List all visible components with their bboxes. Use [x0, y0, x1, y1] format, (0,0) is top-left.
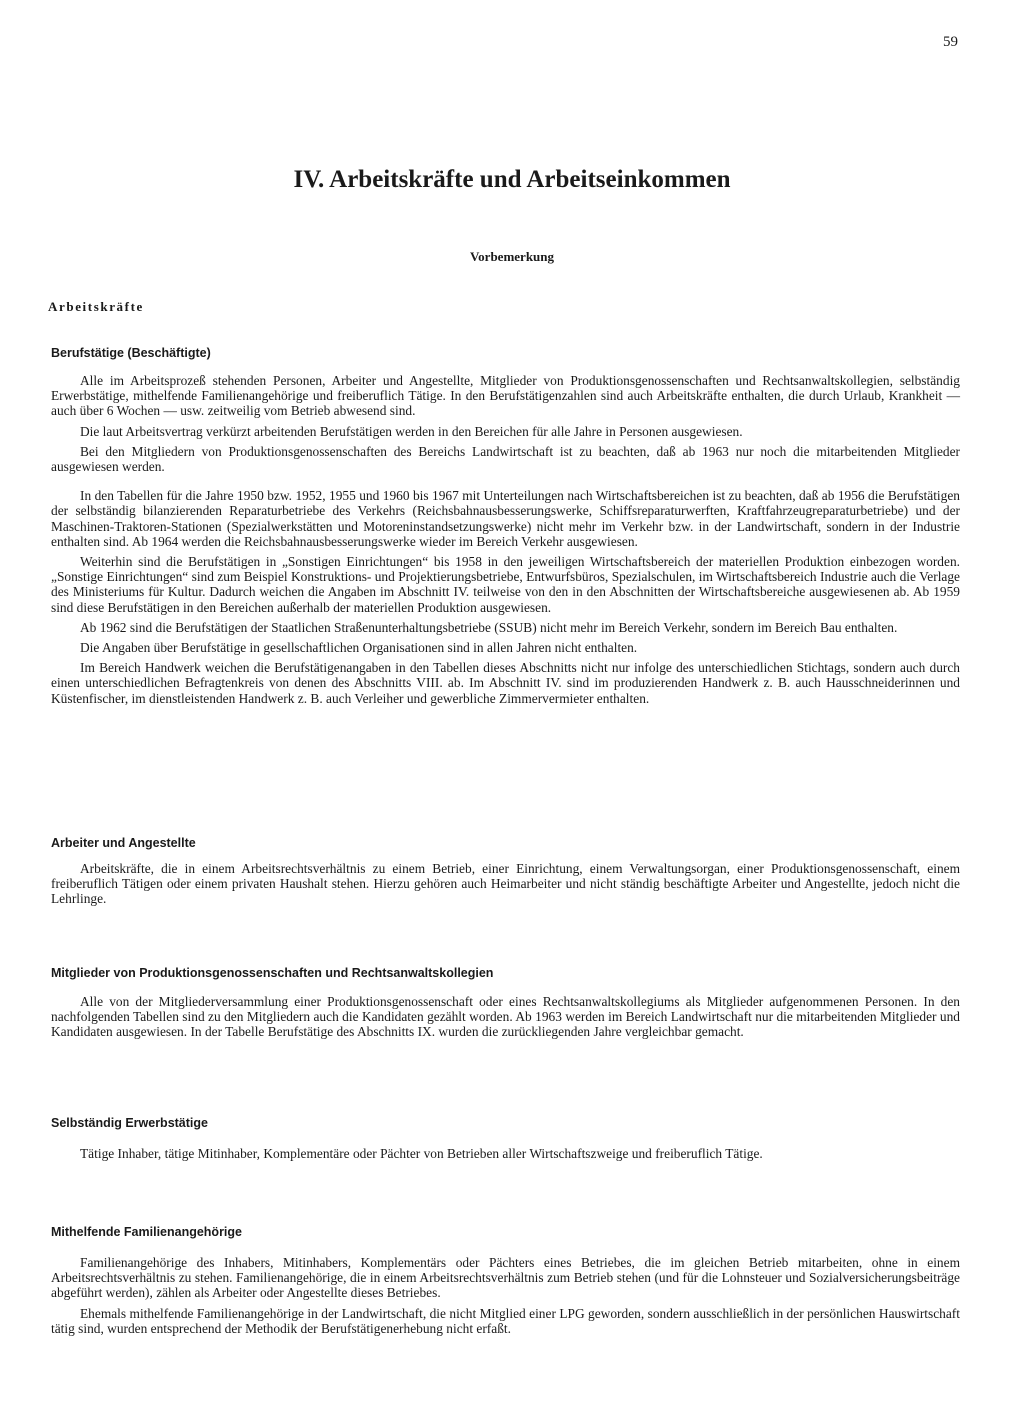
paragraph: Im Bereich Handwerk weichen die Berufstätigenangaben in den Tabellen dieses Abschnitts nicht nur infolge des unterschiedlichen Stichtags, sondern auch durch einen unterschiedlichen Befragtenkreis von denen des Abschnitts VIII. ab. Im Abschnitt IV. sind im produzierenden Handwerk z. B. auch Hausschneiderinnen und Küstenfischer, im dienstleistenden Handwerk z. B. auch Verleiher und gewerbliche Zimmervermieter enthalten. — [51, 660, 960, 706]
chapter-title: IV. Arbeitskräfte und Arbeitseinkommen — [293, 166, 731, 193]
paragraph: Alle von der Mitgliederversammlung einer Produktionsgenossenschaft oder eines Rechtsanwaltskollegiums als Mitglieder aufgenommenen Personen. In den nachfolgenden Tabellen sind zu den Mitgliedern auch die Kandidaten gezählt worden. Ab 1963 werden im Bereich Landwirtschaft nur die mitarbeitenden Mitglieder und Kandidaten ausgewiesen. In der Tabelle Berufstätige des Abschnitts IX. wurden die zurückliegenden Jahre vergleichbar gemacht. — [51, 994, 960, 1040]
subsection-heading-mitglieder: Mitglieder von Produktionsgenossenschaften und Rechtsanwaltskollegien — [51, 966, 494, 980]
subsection-heading-arbeiter-angestellte: Arbeiter und Angestellte — [51, 836, 196, 850]
subsection-body-berufstaetige — [51, 373, 960, 711]
preliminary-note-heading: Vorbemerkung — [469, 249, 555, 264]
section-heading: Arbeitskräfte — [48, 299, 144, 314]
subsection-heading-familienangehoerige: Mithelfende Familienangehörige — [51, 1225, 242, 1239]
paragraph: Ab 1962 sind die Berufstätigen der Staatlichen Straßenunterhaltungsbetriebe (SSUB) nicht mehr im Bereich Verkehr, sondern im Bereich Bau enthalten. — [80, 619, 898, 635]
page-number: 59 — [943, 34, 958, 50]
paragraph: Ehemals mithelfende Familienangehörige in der Landwirtschaft, die nicht Mitglied einer LPG geworden, sondern ausschließlich in der persönlichen Hauswirtschaft tätig sind, wurden entsprechend der Methodik der Berufstätigenerhebung nicht erfaßt. — [51, 1305, 960, 1336]
paragraph: In den Tabellen für die Jahre 1950 bzw. 1952, 1955 und 1960 bis 1967 mit Unterteilungen nach Wirtschaftsbereichen ist zu beachten, daß ab 1956 die Berufstätigen der selbständig bilanzierenden Reparaturbetriebe des Verkehrs (Reichsbahnausbesserungswerke, Schiffsreparaturwerften, Kraftfahrzeugreparaturbetriebe) und der Maschinen-Traktoren-Stationen (Spezialwerkstätten und Motoreninstandsetzungswerke) nicht mehr im Verkehr bzw. in der Landwirtschaft, sondern in der Industrie enthalten sind. Ab 1964 werden die Reichsbahnausbesserungswerke wieder im Bereich Verkehr ausgewiesen. — [51, 488, 960, 549]
subsection-body-selbstaendig — [51, 1146, 960, 1166]
paragraph: Weiterhin sind die Berufstätigen in „Sonstigen Einrichtungen“ bis 1958 in den jeweiligen Wirtschaftsbereich der materiellen Produktion einbezogen worden. „Sonstige Einrichtungen“ sind zum Beispiel Konstruktions- und Projektierungsbetriebe, Entwurfsbüros, Spezialschulen, im Wirtschaftsbereich Industrie auch die Verlage des Ministeriums für Kultur. Dadurch weichen die Angaben im Abschnitt IV. teilweise von den in den Abschnitten der Wirtschaftsbereiche ausgewiesenen ab. Ab 1959 sind diese Berufstätigen in den Bereichen außerhalb der materiellen Produktion ausgewiesen. — [51, 554, 960, 615]
subsection-body-mitglieder — [51, 994, 960, 1045]
paragraph: Bei den Mitgliedern von Produktionsgenossenschaften des Bereichs Landwirtschaft ist zu beachten, daß ab 1963 nur noch die mitarbeitenden Mitglieder ausgewiesen werden. — [51, 443, 960, 475]
subsection-body-arbeiter-angestellte — [51, 861, 960, 912]
paragraph: Tätige Inhaber, tätige Mitinhaber, Komplementäre oder Pächter von Betrieben aller Wirtschaftszweige und freiberuflich Tätige. — [80, 1146, 763, 1161]
paragraph: Die Angaben über Berufstätige in gesellschaftlichen Organisationen sind in allen Jahren nicht enthalten. — [80, 640, 638, 656]
paragraph: Familienangehörige des Inhabers, Mitinhabers, Komplementärs oder Pächters eines Betriebes, die im gleichen Betrieb mitarbeiten, ohne in einem Arbeitsrechtsverhältnis zu stehen. Familienangehörige, die in einem Arbeitsrechtsverhältnis zum Betrieb stehen (und für die Lohnsteuer und Sozialversicherungsbeiträge abgeführt werden), zählen als Arbeiter oder Angestellte dieses Betriebes. — [51, 1255, 960, 1301]
paragraph: Die laut Arbeitsvertrag verkürzt arbeitenden Berufstätigen werden in den Bereichen für alle Jahre in Personen ausgewiesen. — [80, 423, 743, 439]
subsection-heading-selbstaendig: Selbständig Erwerbstätige — [51, 1116, 208, 1130]
paragraph: Alle im Arbeitsprozeß stehenden Personen, Arbeiter und Angestellte, Mitglieder von Produktionsgenossenschaften und Rechtsanwaltskollegien, selbständig Erwerbstätige, mithelfende Familienangehörige und freiberuflich Tätige. In den Berufstätigenzahlen sind auch Arbeitskräfte enthalten, die durch Urlaub, Krankheit — auch über 6 Wochen — usw. zeitweilig vom Betrieb abwesend sind. — [51, 373, 960, 419]
subsection-body-familienangehoerige — [51, 1255, 960, 1341]
paragraph: Arbeitskräfte, die in einem Arbeitsrechtsverhältnis zu einem Betrieb, einer Einrichtung, einem Verwaltungsorgan, einer Produktionsgenossenschaft, einem freiberuflich Tätigen oder einem privaten Haushalt stehen. Hierzu gehören auch Heimarbeiter und nicht ständig beschäftigte Arbeiter und Angestellte, jedoch nicht die Lehrlinge. — [51, 861, 960, 907]
subsection-heading-berufstaetige: Berufstätige (Beschäftigte) — [51, 346, 211, 360]
